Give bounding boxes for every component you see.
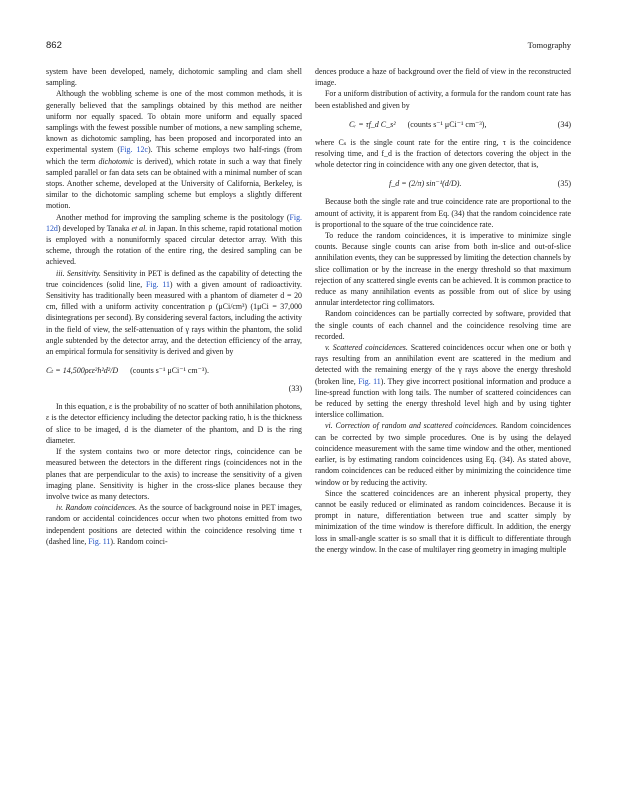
section-heading: iv. Random coincidences. (56, 503, 137, 513)
running-head (46, 40, 571, 54)
page-number: 862 (46, 40, 62, 51)
paragraph: Although the wobbling scheme is one of the most common methods, it is generally believed that the samplings obtained by this method are neither uniform nor equally spaced. To obtain more uniform and equally spaced samplings with the fewest possible number of motions, a new sampling scheme, known as dichotomic sampling, has been proposed and incorporated into an experimental system (Fig. 12c). This scheme employs two half-rings (from which the term dichotomic is derived), which rotate in such a way that finely sampled parallel or fan data sets can be obtained with a minimal number of scan stops. Another scheme, developed at the University of California, Berkeley, is similar to the dichotomic sampling scheme but employs a slightly different motion. (46, 89, 302, 211)
section-heading: v. Scattered coincidences. (325, 343, 408, 353)
figure-link[interactable]: Fig. 11 (358, 376, 381, 386)
paragraph: iii. Sensitivity. Sensitivity in PET is defined as the capability of detecting the true coincidences (solid line, Fig. 11) with a given amount of radioactivity. Sensitivity has traditionally been measured with a phantom of diameter d = 20 cm, filled with a uniform activity concentration ρ (μCi/cm³) (1μCi = 37,000 disintegrations per second). By considering several factors, including the activity in the field of view, the self-attenuation of γ rays within the phantom, the solid angle subtended by the detector array, and the detection efficiency of the array, an empirical formula for sensitivity is derived and given by (46, 268, 303, 357)
figure-link[interactable]: Fig. 12c (119, 145, 148, 155)
paragraph: Another method for improving the sampling scheme is the positology (Fig. 12d) developed by Tanaka et al. in Japan. In this scheme, rapid rotational motion is employed with a nonuniformly spaced circular detector array. With this scheme, through the rotation of the entire ring, the desired sampling can be achieved. (46, 212, 303, 267)
paragraph: In this equation, ε is the probability of no scatter of both annihilation photons, ε is the detector efficiency including the detector packing ratio, h is the thickness of slice to be imaged, d is the diameter of the phantom, and D is the ring diameter. (46, 402, 302, 445)
paragraph: Random coincidences can be partially corrected by software, provided that the single counts of each channel and the coincidence resolving time are recorded. (315, 309, 571, 341)
left-column (46, 66, 302, 547)
right-column (315, 66, 571, 555)
equation-formula: Cₜ = 14,500ρϵε²h²d²/D (counts s⁻¹ μCi⁻¹ cm⁻³). (46, 366, 209, 376)
equation-formula: Cᵣ = τf_d C_s² (counts s⁻¹ μCi⁻¹ cm⁻³), (349, 119, 487, 129)
equation-33 (46, 363, 302, 397)
figure-link[interactable]: Fig. 11 (88, 536, 111, 546)
paragraph: Since the scattered coincidences are an inherent physical property, they cannot be easily reduced or eliminated as random coincidences. Because it is prompt in nature, differentiation between true and scatter simply by minimization of the time window is therefore difficult. In addition, the energy loss in small-angle scatter is so small that it is difficult to differentiate through the energy window. In the case of multilayer ring geometry in imaging multiple (315, 488, 571, 554)
paragraph: where Cₛ is the single count rate for the entire ring, τ is the coincidence resolving time, and f_d is the fraction of detectors covering the object in the whole detector ring in coincidence with any one given detector, that is, (315, 137, 571, 170)
figure-link[interactable]: Fig. 11 (146, 279, 170, 289)
section-heading: iii. Sensitivity. (56, 268, 101, 278)
section-heading: vi. Correction of random and scattered coincidences. (325, 421, 498, 431)
running-title: Tomography (527, 40, 571, 50)
paragraph: If the system contains two or more detector rings, coincidence can be measured between the detectors in the different rings (coincidences not in the planes that are perpendicular to the axis) to increase the sensitivity of a given imaging plane. Sensitivity is higher in the cross-slice planes because they involve twice as many detectors. (46, 447, 302, 501)
paragraph: To reduce the random coincidences, it is imperative to minimize single counts. Because single counts can arise from both in-slice and out-of-slice annihilation events, they can be suppressed by limiting the detection channels by slice collimation or by the increase in the energy threshold so that maximum rejection of any scattered single events can be achieved. It is common practice to reduce as many annihilation events as possible from out of slice by using annular interdetector ring collimators. (315, 231, 571, 308)
paragraph: system have been developed, namely, dichotomic sampling and clam shell sampling. (46, 67, 302, 88)
equation-number: (34) (557, 119, 571, 129)
equation-34 (315, 117, 571, 133)
paragraph: Because both the single rate and true coincidence rate are proportional to the amount of activity, it is apparent from Eq. (34) that the random coincidence rate is proportional to the square of the true coincidence rate. (315, 197, 571, 229)
equation-number: (33) (288, 384, 302, 394)
equation-formula: f_d = (2/π) sin⁻¹(d/D). (389, 179, 462, 189)
paragraph: dences produce a haze of background over the field of view in the reconstructed image. (315, 67, 571, 88)
paragraph: For a uniform distribution of activity, a formula for the random count rate has been established and given by (315, 89, 571, 110)
paragraph: vi. Correction of random and scattered coincidences. Random coincidences can be corrected by two simple procedures. One is by using the delayed coincidence measurement with the same time window and the other, mentioned earlier, is by estimating random coincidences using Eq. (34). As stated above, random coincidences can be reduced either by minimizing the coincidence time window or by reducing the activity. (315, 421, 572, 487)
paragraph: iv. Random coincidences. As the source of background noise in PET images, random or accidental coincidences occur when two photons emitted from two independent positions are detected within the coincidence resolving time τ (dashed line, Fig. 11). Random coinci- (46, 503, 302, 546)
equation-35 (315, 176, 571, 192)
paragraph: v. Scattered coincidences. Scattered coincidences occur when one or both γ rays resulting from an annihilation event are scattered in the medium and detected with the remaining energy of the γ rays above the energy threshold (broken line, Fig. 11). They give incorrect positional information and produce a line-spread function with long tails. The number of scattered coincidences can be reduced by setting the energy threshold level high and by using tighter interslice collimation. (315, 343, 572, 420)
figure-link[interactable]: Fig. 12d (46, 212, 302, 233)
equation-number: (35) (557, 179, 571, 189)
